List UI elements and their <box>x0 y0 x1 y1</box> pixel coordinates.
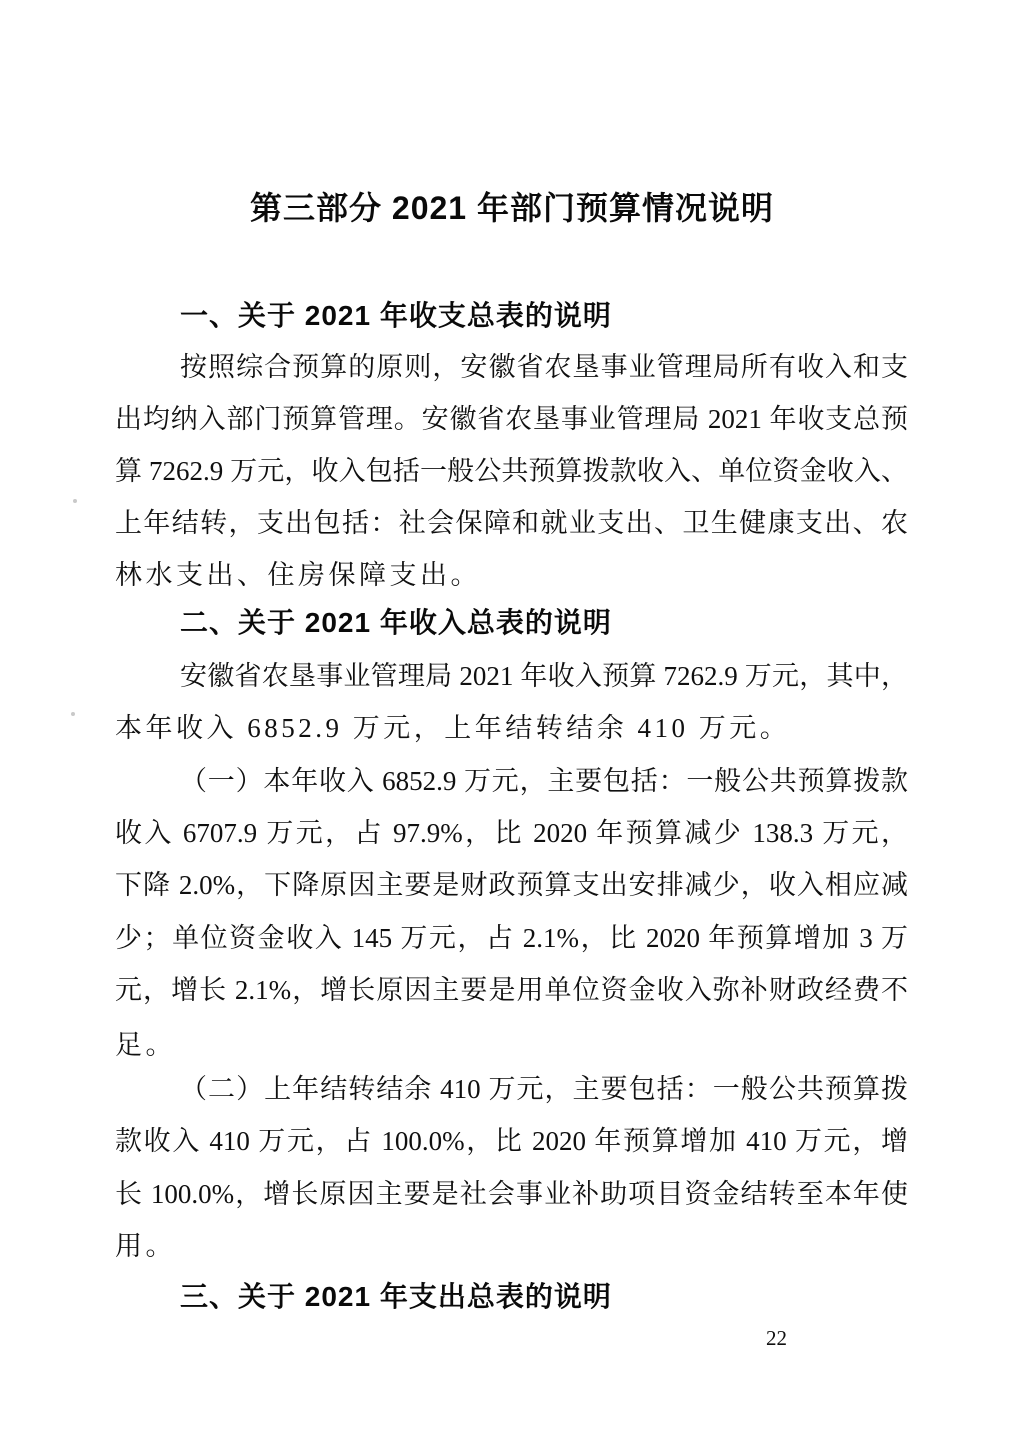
paragraph-line: 收入 6707.9 万元，占 97.9%，比 2020 年预算减少 138.3 万元， <box>115 818 908 848</box>
scan-speck <box>73 499 77 503</box>
section-heading-1: 一、关于 2021 年收支总表的说明 <box>180 300 612 331</box>
paragraph-line: 足。 <box>115 1030 176 1060</box>
paragraph-line: 上年结转，支出包括：社会保障和就业支出、卫生健康支出、农 <box>115 508 908 538</box>
paragraph-line: 用。 <box>115 1231 176 1261</box>
paragraph-line: （二）上年结转结余 410 万元，主要包括：一般公共预算拨 <box>180 1074 908 1104</box>
paragraph-line: （一）本年收入 6852.9 万元，主要包括：一般公共预算拨款 <box>180 766 908 796</box>
paragraph-line: 出均纳入部门预算管理。安徽省农垦事业管理局 2021 年收支总预 <box>115 404 908 434</box>
paragraph-line: 安徽省农垦事业管理局 2021 年收入预算 7262.9 万元，其中， <box>180 661 908 691</box>
paragraph-line: 林水支出、住房保障支出。 <box>115 560 481 590</box>
section-heading-2: 二、关于 2021 年收入总表的说明 <box>180 607 612 638</box>
paragraph-line: 算 7262.9 万元，收入包括一般公共预算拨款收入、单位资金收入、 <box>115 456 908 486</box>
paragraph-line: 款收入 410 万元，占 100.0%，比 2020 年预算增加 410 万元，增 <box>115 1126 908 1156</box>
paragraph-line: 少；单位资金收入 145 万元，占 2.1%，比 2020 年预算增加 3 万 <box>115 923 908 953</box>
paragraph-line: 下降 2.0%，下降原因主要是财政预算支出安排减少，收入相应减 <box>115 870 908 900</box>
page-number: 22 <box>766 1326 787 1350</box>
section-heading-3: 三、关于 2021 年支出总表的说明 <box>180 1281 612 1312</box>
paragraph-line: 长 100.0%，增长原因主要是社会事业补助项目资金结转至本年使 <box>115 1179 908 1209</box>
paragraph-line: 本年收入 6852.9 万元，上年结转结余 410 万元。 <box>115 713 791 743</box>
scan-speck <box>71 712 75 716</box>
document-title: 第三部分 2021 年部门预算情况说明 <box>250 190 774 226</box>
paragraph-line: 按照综合预算的原则，安徽省农垦事业管理局所有收入和支 <box>180 352 908 382</box>
paragraph-line: 元，增长 2.1%，增长原因主要是用单位资金收入弥补财政经费不 <box>115 975 908 1005</box>
